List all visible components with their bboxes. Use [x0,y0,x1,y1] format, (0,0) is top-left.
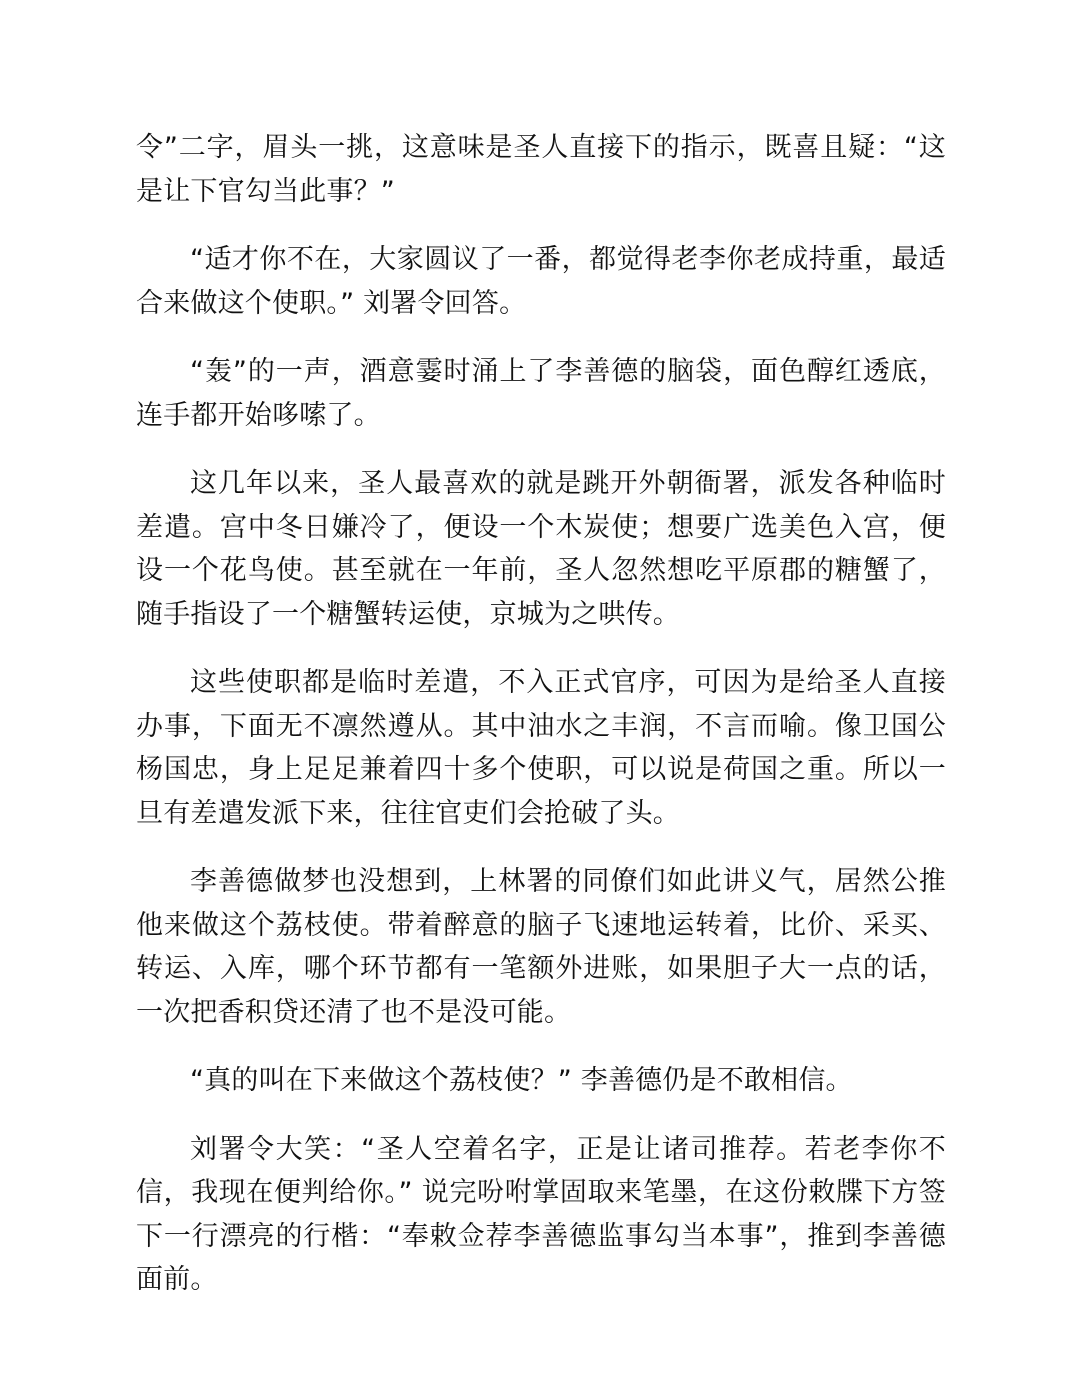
paragraph-1: 令”二字，眉头一挑，这意味是圣人直接下的指示，既喜且疑：“这是让下官勾当此事？” [136,132,946,207]
paragraph-4: 这几年以来，圣人最喜欢的就是跳开外朝衙署，派发各种临时差遣。宫中冬日嫌冷了，便设一个木炭使；想要广选美色入宫，便设一个花鸟使。甚至就在一年前，圣人忽然想吃平原郡的糖蟹了，随手指设了一个糖蟹转运使，京城为之哄传。 [136,468,946,630]
paragraph-2: “适才你不在，大家圆议了一番，都觉得老李你老成持重，最适合来做这个使职。” 刘署令回答。 [136,244,946,319]
paragraph-8: 刘署令大笑：“圣人空着名字，正是让诸司推荐。若老李你不信，我现在便判给你。” 说完吩咐掌固取来笔墨，在这份敕牒下方签下一行漂亮的行楷：“奉敕佥荐李善德监事勾当本事”，推到李善德面前。 [136,1133,946,1295]
paragraph-5: 这些使职都是临时差遣，不入正式官序，可因为是给圣人直接办事，下面无不凛然遵从。其中油水之丰润，不言而喻。像卫国公杨国忠，身上足足兼着四十多个使职，可以说是荷国之重。所以一旦有差遣发派下来，往往官吏们会抢破了头。 [136,667,946,829]
paragraph-7: “真的叫在下来做这个荔枝使？” 李善德仍是不敢相信。 [190,1065,853,1096]
article-body [136,126,946,1327]
paragraph-6: 李善德做梦也没想到，上林署的同僚们如此讲义气，居然公推他来做这个荔枝使。带着醉意的脑子飞速地运转着，比价、采买、转运、入库，哪个环节都有一笔额外进账，如果胆子大一点的话，一次把香积贷还清了也不是没可能。 [136,866,946,1028]
paragraph-3: “轰”的一声，酒意霎时涌上了李善德的脑袋，面色醇红透底，连手都开始哆嗦了。 [136,356,946,431]
